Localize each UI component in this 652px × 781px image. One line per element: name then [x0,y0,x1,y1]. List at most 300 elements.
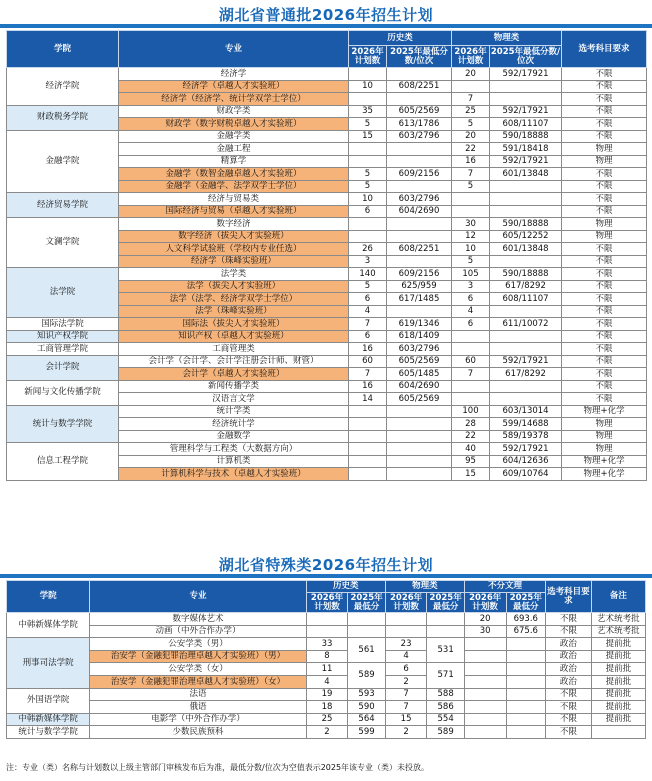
history-plan-cell [349,443,387,456]
physics-plan-cell: 12 [452,230,490,243]
physics-min-cell: 590/18888 [490,268,562,281]
major-cell: 公安学类（女） [90,663,306,676]
table-row [7,105,647,118]
elective-cell: 物理+化学 [562,455,647,468]
major-cell: 治安学（金融犯罪治理卓越人才实验班）（男） [90,650,306,663]
table-row [7,650,646,663]
physics-plan-cell: 40 [452,443,490,456]
table-row [7,405,647,418]
college-cell: 新闻与文化传播学院 [7,380,119,405]
nodiv-min-cell [506,701,546,714]
history-plan-cell: 15 [349,130,387,143]
nodiv-plan-cell: 30 [464,625,506,638]
history-min-cell [387,155,452,168]
elective-cell: 不限 [562,130,647,143]
college-cell: 法学院 [7,268,119,318]
history-min-cell [387,143,452,156]
nodiv-plan-cell [464,650,506,663]
table-row [7,663,646,676]
table1-title-bar [0,24,652,28]
physics-min-cell: 608/11107 [490,118,562,131]
physics-min-cell: 589 [427,726,464,739]
remark-cell: 提前批 [591,688,645,701]
history-min-cell [387,305,452,318]
history-plan-cell: 5 [349,168,387,181]
elective-cell: 不限 [562,318,647,331]
header2-history-plan: 2026年计划数 [306,593,348,613]
physics-plan-cell [452,80,490,93]
elective-cell: 不限 [562,293,647,306]
physics-min-cell: 603/13014 [490,405,562,418]
physics-plan-cell: 4 [452,305,490,318]
physics-min-cell: 617/8292 [490,368,562,381]
history-plan-cell [349,218,387,231]
table-row [7,613,646,626]
history-min-cell: 603/2796 [387,193,452,206]
physics-min-cell: 591/18418 [490,143,562,156]
major-cell: 少数民族预科 [90,726,306,739]
physics-min-cell: 588 [427,688,464,701]
history-plan-cell [306,625,348,638]
history-plan-cell: 19 [306,688,348,701]
college-cell: 文澜学院 [7,218,119,268]
elective-cell: 物理 [562,443,647,456]
physics-plan-cell: 95 [452,455,490,468]
college-cell: 金融学院 [7,130,119,193]
physics-min-cell: 592/17921 [490,155,562,168]
physics-min-cell [490,343,562,356]
physics-min-cell: 592/17921 [490,443,562,456]
physics-plan-cell: 100 [452,405,490,418]
nodiv-min-cell [506,638,546,651]
elective-cell: 不限 [562,118,647,131]
major-cell: 汉语言文学 [119,393,349,406]
history-plan-cell [349,430,387,443]
history-plan-cell: 14 [349,393,387,406]
header-physics: 物理类 [452,31,562,46]
table2-body [7,613,646,739]
physics-min-cell: 617/8292 [490,280,562,293]
physics-min-cell [490,180,562,193]
elective-cell: 不限 [562,243,647,256]
physics-min-cell [490,330,562,343]
nodiv-plan-cell [464,713,506,726]
nodiv-plan-cell: 20 [464,613,506,626]
history-min-cell [387,468,452,481]
physics-plan-cell: 7 [385,688,427,701]
major-cell: 经济学（卓越人才实验班） [119,80,349,93]
major-cell: 财政学类 [119,105,349,118]
header2-history: 历史类 [306,581,385,593]
table1-body [7,68,647,481]
remark-cell: 提前批 [591,638,645,651]
physics-plan-cell [452,330,490,343]
history-min-cell [387,418,452,431]
major-cell: 法学（法学、经济学双学士学位） [119,293,349,306]
elective-cell: 不限 [562,180,647,193]
major-cell: 金融学（金融学、法学双学士学位） [119,180,349,193]
college-cell: 统计与数学学院 [7,726,90,739]
physics-plan-cell: 10 [452,243,490,256]
elective-cell: 不限 [562,80,647,93]
remark-cell: 提前批 [591,701,645,714]
header-history: 历史类 [349,31,452,46]
elective-cell: 不限 [546,701,592,714]
major-cell: 数字经济（拔尖人才实验班） [119,230,349,243]
elective-cell: 不限 [562,268,647,281]
major-cell: 法语 [90,688,306,701]
major-cell: 法学（拔尖人才实验班） [119,280,349,293]
physics-plan-cell: 3 [452,280,490,293]
header2-physics-min: 2025年最低分 [427,593,464,613]
physics-plan-cell: 22 [452,143,490,156]
nodiv-min-cell [506,663,546,676]
physics-plan-cell: 7 [385,701,427,714]
physics-plan-cell: 7 [452,93,490,106]
physics-plan-cell: 5 [452,255,490,268]
physics-plan-cell: 2 [385,726,427,739]
physics-plan-cell [452,393,490,406]
header2-nodiv: 不分文理 [464,581,545,593]
history-plan-cell: 140 [349,268,387,281]
header2-elective: 选考科目要求 [546,581,592,613]
physics-plan-cell [452,193,490,206]
remark-cell: 提前批 [591,650,645,663]
physics-min-cell: 605/12252 [490,230,562,243]
major-cell: 计算机类 [119,455,349,468]
physics-plan-cell: 6 [385,663,427,676]
physics-plan-cell: 6 [452,293,490,306]
header2-major: 专业 [90,581,306,613]
elective-cell: 物理 [562,143,647,156]
history-min-cell: 605/2569 [387,393,452,406]
history-plan-cell: 4 [306,675,348,688]
history-plan-cell: 18 [306,701,348,714]
nodiv-min-cell: 693.6 [506,613,546,626]
history-min-cell: 605/1485 [387,368,452,381]
major-cell: 金融学（数智金融卓越人才实验班） [119,168,349,181]
physics-min-cell: 589/19378 [490,430,562,443]
major-cell: 电影学（中外合作办学） [90,713,306,726]
elective-cell: 不限 [562,380,647,393]
physics-plan-cell: 7 [452,168,490,181]
header2-nodiv-plan: 2026年计划数 [464,593,506,613]
physics-plan-cell [385,613,427,626]
history-plan-cell: 5 [349,280,387,293]
college-cell: 国际法学院 [7,318,119,331]
history-plan-cell: 60 [349,355,387,368]
major-cell: 数字经济 [119,218,349,231]
college-cell: 工商管理学院 [7,343,119,356]
physics-plan-cell: 20 [452,68,490,81]
header2-physics: 物理类 [385,581,464,593]
major-cell: 经济统计学 [119,418,349,431]
history-min-cell: 619/1346 [387,318,452,331]
header-major: 专业 [119,31,349,68]
header2-physics-plan: 2026年计划数 [385,593,427,613]
history-min-cell [387,93,452,106]
elective-cell: 物理 [562,418,647,431]
history-plan-cell: 25 [306,713,348,726]
elective-cell: 不限 [562,280,647,293]
history-min-cell [387,255,452,268]
history-min-cell [387,455,452,468]
nodiv-plan-cell [464,688,506,701]
special-admission-table [6,580,646,739]
elective-cell: 不限 [562,343,647,356]
table-row [7,130,647,143]
history-min-cell: 603/2796 [387,343,452,356]
major-cell: 精算学 [119,155,349,168]
history-min-cell: 608/2251 [387,243,452,256]
history-min-cell [387,68,452,81]
table-row [7,343,647,356]
history-plan-cell [349,93,387,106]
header-physics-min: 2025年最低分数/位次 [490,47,561,66]
elective-cell: 不限 [562,105,647,118]
physics-min-cell: 571 [427,663,464,688]
physics-plan-cell: 6 [452,318,490,331]
major-cell: 经济学（珠峰实验班） [119,255,349,268]
physics-plan-cell: 7 [452,368,490,381]
physics-min-cell [490,193,562,206]
elective-cell: 不限 [562,168,647,181]
history-plan-cell [349,143,387,156]
major-cell: 俄语 [90,701,306,714]
table-row [7,380,647,393]
table2-title: 湖北省特殊类2026年招生计划 [218,556,434,574]
table-row [7,355,647,368]
major-cell: 计算机科学与技术（卓越人才实验班） [119,468,349,481]
physics-plan-cell [385,625,427,638]
elective-cell: 不限 [562,393,647,406]
history-min-cell: 590 [348,701,385,714]
college-cell: 会计学院 [7,355,119,380]
physics-plan-cell: 4 [385,650,427,663]
physics-min-cell: 592/17921 [490,105,562,118]
major-cell: 人文科学试验班（学校内专业任选） [119,243,349,256]
history-min-cell: 593 [348,688,385,701]
elective-cell: 政治 [546,663,592,676]
elective-cell: 物理 [562,155,647,168]
history-plan-cell: 6 [349,330,387,343]
table-row [7,675,646,688]
college-cell: 经济贸易学院 [7,193,119,218]
history-plan-cell: 4 [349,305,387,318]
physics-min-cell [427,613,464,626]
major-cell: 金融数学 [119,430,349,443]
physics-min-cell [427,625,464,638]
college-cell: 中韩新媒体学院 [7,713,90,726]
physics-min-cell [490,80,562,93]
major-cell: 知识产权（卓越人才实验班） [119,330,349,343]
elective-cell: 政治 [546,638,592,651]
major-cell: 经济与贸易类 [119,193,349,206]
physics-min-cell: 531 [427,638,464,663]
history-plan-cell [349,418,387,431]
major-cell: 财政学（数字财税卓越人才实验班） [119,118,349,131]
college-cell: 统计与数学学院 [7,405,119,443]
history-plan-cell: 35 [349,105,387,118]
history-min-cell: 618/1409 [387,330,452,343]
physics-plan-cell [452,343,490,356]
elective-cell: 不限 [562,330,647,343]
remark-cell: 艺术统考批 [591,625,645,638]
history-plan-cell: 5 [349,180,387,193]
general-admission-table [6,30,647,481]
physics-plan-cell: 2 [385,675,427,688]
physics-min-cell: 590/18888 [490,218,562,231]
nodiv-min-cell [506,726,546,739]
physics-min-cell: 554 [427,713,464,726]
history-min-cell [387,180,452,193]
history-min-cell: 609/2156 [387,168,452,181]
history-min-cell [348,625,385,638]
history-min-cell: 608/2251 [387,80,452,93]
elective-cell: 政治 [546,675,592,688]
history-min-cell: 617/1485 [387,293,452,306]
table2-title-bar [0,574,652,578]
elective-cell: 不限 [562,305,647,318]
physics-plan-cell: 22 [452,430,490,443]
physics-min-cell: 608/11107 [490,293,562,306]
college-cell: 知识产权学院 [7,330,119,343]
elective-cell: 物理 [562,430,647,443]
major-cell: 法学类 [119,268,349,281]
header2-college: 学院 [7,581,90,613]
physics-plan-cell: 5 [452,180,490,193]
history-plan-cell: 8 [306,650,348,663]
remark-cell: 提前批 [591,663,645,676]
physics-plan-cell [452,380,490,393]
history-min-cell: 604/2690 [387,205,452,218]
header-physics-plan: 2026年计划数 [452,46,490,68]
physics-min-cell: 601/13848 [490,243,562,256]
history-plan-cell: 10 [349,193,387,206]
nodiv-min-cell: 675.6 [506,625,546,638]
table-row [7,713,646,726]
elective-cell: 物理+化学 [562,405,647,418]
table-row [7,68,647,81]
remark-cell: 提前批 [591,713,645,726]
elective-cell: 不限 [546,713,592,726]
header2-nodiv-min: 2025年最低分 [506,593,546,613]
history-plan-cell: 6 [349,293,387,306]
major-cell: 金融工程 [119,143,349,156]
physics-min-cell: 599/14688 [490,418,562,431]
nodiv-min-cell [506,688,546,701]
history-min-cell: 564 [348,713,385,726]
major-cell: 国际经济与贸易（卓越人才实验班） [119,205,349,218]
elective-cell: 物理 [562,230,647,243]
physics-min-cell [490,305,562,318]
nodiv-min-cell [506,650,546,663]
history-min-cell [387,230,452,243]
header-history-min: 2025年最低分数/位次 [387,46,452,68]
physics-min-cell: 586 [427,701,464,714]
table-row [7,726,646,739]
history-plan-cell [349,230,387,243]
history-min-cell [387,430,452,443]
history-min-cell: 625/959 [387,280,452,293]
header2-history-min: 2025年最低分 [348,593,385,613]
history-min-cell: 604/2690 [387,380,452,393]
history-plan-cell: 16 [349,343,387,356]
major-cell: 国际法（拔尖人才实验班） [119,318,349,331]
major-cell: 经济学 [119,68,349,81]
physics-min-cell: 592/17921 [490,68,562,81]
nodiv-plan-cell [464,726,506,739]
table-row [7,701,646,714]
college-cell: 财政税务学院 [7,105,119,130]
history-plan-cell: 5 [349,118,387,131]
table-row [7,193,647,206]
history-min-cell [387,405,452,418]
physics-min-cell: 611/10072 [490,318,562,331]
history-plan-cell: 7 [349,318,387,331]
history-plan-cell: 2 [306,726,348,739]
nodiv-plan-cell [464,675,506,688]
nodiv-plan-cell [464,638,506,651]
history-min-cell [348,613,385,626]
physics-min-cell: 609/10764 [490,468,562,481]
footnote: 注：专业（类）名称与计划数以上级主管部门审核发布后为准，最低分数/位次为空值表示2025年该专业（类）未投放。 [6,763,430,772]
physics-plan-cell [452,205,490,218]
elective-cell: 不限 [562,205,647,218]
table-row [7,218,647,231]
history-min-cell: 603/2796 [387,130,452,143]
history-plan-cell [349,405,387,418]
history-plan-cell [349,68,387,81]
elective-cell: 不限 [562,68,647,81]
college-cell: 外国语学院 [7,688,90,713]
physics-min-cell [490,393,562,406]
history-plan-cell [349,468,387,481]
table-row [7,318,647,331]
major-cell: 金融学类 [119,130,349,143]
physics-plan-cell: 25 [452,105,490,118]
physics-plan-cell: 23 [385,638,427,651]
major-cell: 管理科学与工程类（大数据方向） [119,443,349,456]
major-cell: 会计学（卓越人才实验班） [119,368,349,381]
history-plan-cell: 26 [349,243,387,256]
elective-cell: 不限 [546,625,592,638]
history-plan-cell: 7 [349,368,387,381]
history-plan-cell [306,613,348,626]
history-min-cell [387,218,452,231]
history-min-cell: 605/2569 [387,105,452,118]
header2-remark: 备注 [591,581,645,613]
history-min-cell [387,443,452,456]
major-cell: 数字媒体艺术 [90,613,306,626]
history-min-cell: 613/1786 [387,118,452,131]
major-cell: 法学（珠峰实验班） [119,305,349,318]
physics-plan-cell: 16 [452,155,490,168]
table-row [7,638,646,651]
physics-min-cell [490,380,562,393]
header-college: 学院 [7,31,119,68]
major-cell: 统计学类 [119,405,349,418]
physics-min-cell [490,93,562,106]
nodiv-plan-cell [464,701,506,714]
elective-cell: 不限 [546,613,592,626]
header-history-plan: 2026年计划数 [349,46,387,68]
elective-cell: 物理 [562,218,647,231]
history-min-cell: 599 [348,726,385,739]
history-min-cell: 609/2156 [387,268,452,281]
college-cell: 信息工程学院 [7,443,119,481]
physics-plan-cell: 20 [452,130,490,143]
